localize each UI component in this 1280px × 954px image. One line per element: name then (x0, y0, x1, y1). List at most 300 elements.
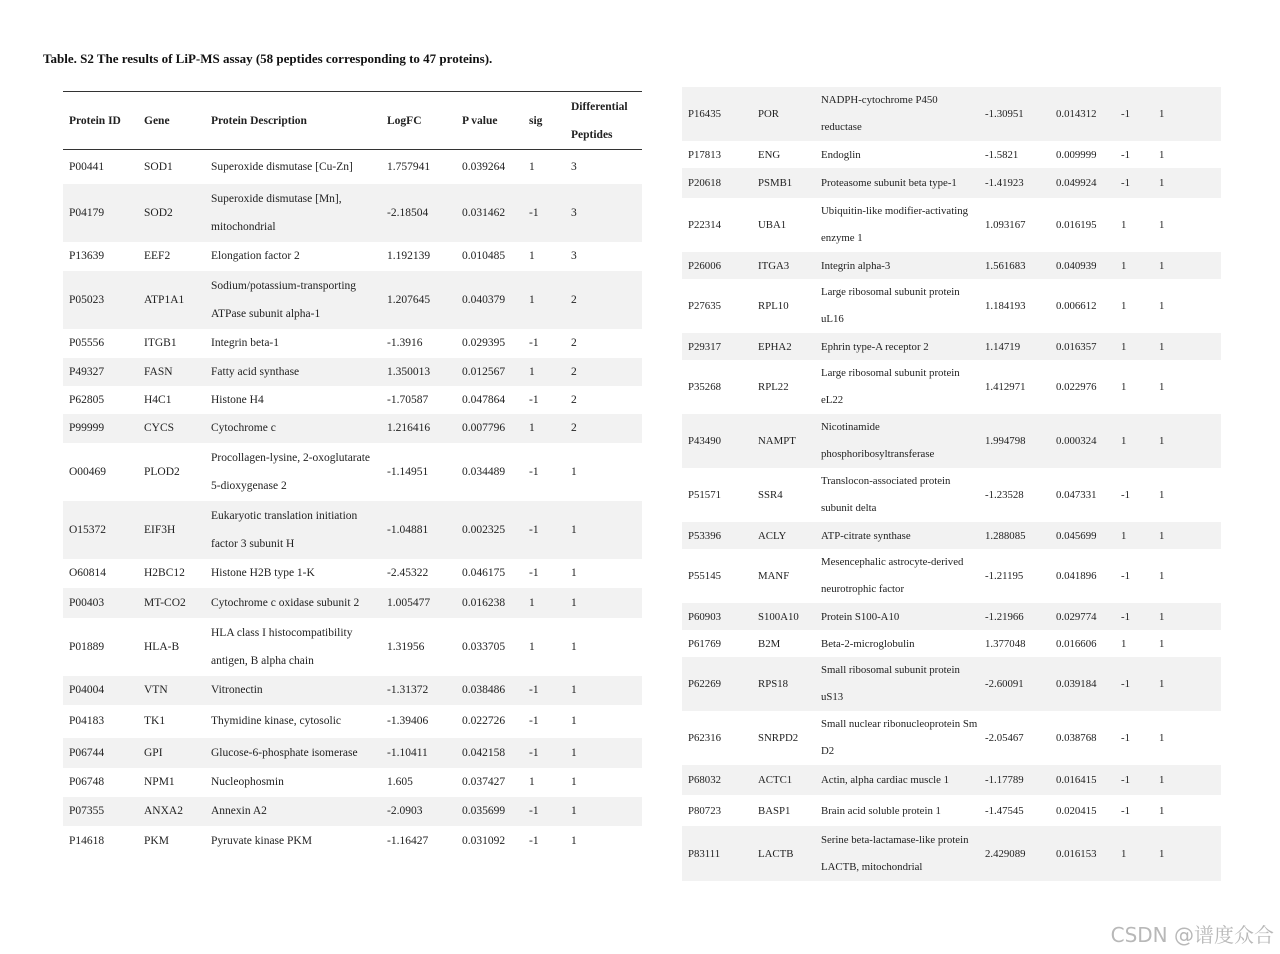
cell-differential-peptides: 1 (1153, 333, 1221, 360)
cell-protein-description: Large ribosomal subunit protein eL22 (821, 367, 960, 406)
cell-protein-id: P16435 (682, 87, 752, 141)
cell-protein-id: P01889 (69, 640, 105, 653)
cell-p-value: 0.046175 (462, 567, 506, 579)
cell-logfc: -2.45322 (387, 567, 429, 579)
cell-sig: -1 (1115, 168, 1153, 198)
cell-p-value: 0.031092 (462, 834, 506, 847)
table-row (682, 333, 1221, 360)
table-row (63, 414, 642, 443)
cell-protein-description: Sodium/potassium-transporting ATPase subunit alpha-1 (205, 271, 381, 329)
cell-logfc: 1.605 (387, 776, 413, 788)
table-row (682, 414, 1221, 468)
cell-protein-id: P04004 (63, 676, 138, 705)
cell-p-value: 0.012567 (456, 358, 523, 386)
cell-p-value: 0.038768 (1056, 732, 1097, 744)
cell-sig: -1 (529, 393, 539, 406)
cell-protein-id: O00469 (69, 465, 107, 478)
cell-differential-peptides: 1 (571, 640, 577, 653)
cell-differential-peptides: 1 (1159, 804, 1165, 817)
cell-logfc: -1.04881 (381, 501, 456, 559)
cell-differential-peptides: 3 (571, 250, 577, 262)
table-row (63, 768, 642, 797)
table-row (682, 360, 1221, 414)
results-table-left (63, 91, 642, 856)
cell-sig: -1 (529, 715, 539, 727)
cell-sig: -1 (1121, 489, 1130, 501)
cell-protein-description: Thymidine kinase, cytosolic (211, 715, 341, 727)
cell-p-value: 0.029774 (1050, 603, 1115, 630)
cell-p-value: 0.016238 (456, 588, 523, 618)
cell-p-value: 0.016357 (1050, 333, 1115, 360)
cell-logfc: -1.23528 (985, 489, 1024, 501)
header-p-value: P value (456, 92, 523, 150)
cell-protein-id: P43490 (682, 414, 752, 468)
cell-differential-peptides: 1 (1153, 168, 1221, 198)
cell-gene: POR (752, 87, 815, 141)
cell-sig: 1 (523, 271, 565, 329)
cell-gene: MT-CO2 (138, 588, 205, 618)
cell-sig: -1 (529, 465, 539, 478)
cell-gene: TK1 (144, 715, 166, 727)
cell-protein-id: P00441 (69, 160, 105, 173)
cell-protein-id: P83111 (682, 826, 752, 881)
cell-gene: RPS18 (752, 657, 815, 711)
cell-protein-id: P80723 (688, 804, 721, 817)
cell-sig: 1 (1121, 219, 1127, 231)
cell-gene: NAMPT (752, 414, 815, 468)
cell-p-value: 0.006612 (1056, 300, 1097, 312)
cell-sig: -1 (529, 567, 539, 579)
cell-p-value: 0.031462 (456, 184, 523, 242)
cell-sig: 1 (1115, 252, 1153, 279)
cell-sig: -1 (529, 337, 539, 349)
cell-differential-peptides: 1 (565, 588, 642, 618)
cell-protein-id: P00403 (63, 588, 138, 618)
cell-logfc: 1.994798 (979, 414, 1050, 468)
cell-protein-description: Superoxide dismutase [Mn], mitochondrial (205, 184, 381, 242)
cell-protein-id: P62316 (688, 732, 721, 744)
cell-differential-peptides: 1 (565, 501, 642, 559)
cell-logfc: -1.31372 (381, 676, 456, 705)
cell-protein-id: P35268 (688, 381, 721, 393)
table-row (682, 468, 1221, 522)
cell-logfc: -1.70587 (387, 393, 429, 406)
cell-protein-id: O15372 (63, 501, 138, 559)
table-row (63, 184, 642, 242)
table-row (63, 358, 642, 386)
cell-differential-peptides: 1 (1159, 489, 1165, 501)
cell-p-value: 0.020415 (1056, 804, 1097, 817)
cell-sig: -1 (523, 501, 565, 559)
cell-sig: 1 (529, 776, 535, 788)
cell-protein-description: Annexin A2 (205, 797, 381, 826)
cell-protein-id: P29317 (682, 333, 752, 360)
cell-protein-description: Large ribosomal subunit protein uL16 (821, 286, 960, 325)
cell-sig: 1 (529, 250, 535, 262)
cell-protein-id: P68032 (682, 765, 752, 795)
cell-protein-description: Mesencephalic astrocyte-derived neurotrophic factor (821, 556, 964, 595)
cell-p-value: 0.016606 (1056, 637, 1097, 650)
cell-gene: UBA1 (758, 219, 787, 231)
table-row (63, 242, 642, 271)
cell-protein-description: Fatty acid synthase (205, 358, 381, 386)
cell-protein-description: Elongation factor 2 (211, 250, 300, 262)
cell-protein-description: Histone H2B type 1-K (211, 567, 315, 579)
cell-p-value: 0.042158 (456, 738, 523, 768)
table-row (682, 141, 1221, 168)
cell-p-value: 0.000324 (1050, 414, 1115, 468)
table-row (682, 168, 1221, 198)
table-row (682, 279, 1221, 333)
cell-gene: RPL10 (758, 300, 789, 312)
cell-p-value: 0.035699 (456, 797, 523, 826)
table-row (63, 501, 642, 559)
cell-sig: 1 (523, 588, 565, 618)
cell-p-value: 0.002325 (456, 501, 523, 559)
cell-protein-id: P49327 (63, 358, 138, 386)
cell-logfc: 1.005477 (381, 588, 456, 618)
table-row (682, 522, 1221, 549)
cell-gene: LACTB (752, 826, 815, 881)
cell-differential-peptides: 2 (565, 414, 642, 443)
cell-logfc: -1.14951 (387, 465, 429, 478)
cell-protein-description: Integrin beta-1 (211, 337, 280, 349)
table-row (682, 549, 1221, 603)
cell-protein-description: Brain acid soluble protein 1 (821, 804, 941, 817)
cell-gene: EEF2 (144, 250, 171, 262)
table-row (682, 711, 1221, 765)
cell-differential-peptides: 1 (1153, 657, 1221, 711)
cell-differential-peptides: 1 (1159, 570, 1165, 582)
watermark: CSDN @谱度众合 (1110, 923, 1274, 947)
cell-differential-peptides: 1 (1159, 219, 1165, 231)
cell-differential-peptides: 3 (565, 184, 642, 242)
cell-gene: RPL22 (758, 381, 789, 393)
cell-differential-peptides: 1 (1159, 381, 1165, 393)
cell-protein-id: P05023 (63, 271, 138, 329)
cell-protein-description: Serine beta-lactamase-like protein LACTB, mitochondrial (815, 826, 979, 881)
cell-sig: -1 (1121, 570, 1130, 582)
cell-p-value: 0.041896 (1056, 570, 1097, 582)
cell-sig: 1 (1121, 300, 1127, 312)
cell-p-value: 0.022726 (462, 715, 506, 727)
cell-differential-peptides: 1 (1159, 300, 1165, 312)
table-row (63, 329, 642, 358)
table-row (682, 826, 1221, 881)
table-row (63, 386, 642, 414)
cell-protein-id: P06744 (63, 738, 138, 768)
cell-gene: VTN (138, 676, 205, 705)
cell-protein-description: Histone H4 (211, 393, 264, 406)
cell-protein-description: Procollagen-lysine, 2-oxoglutarate 5-dioxygenase 2 (211, 451, 371, 492)
table-row (63, 443, 642, 501)
cell-p-value: 0.016415 (1050, 765, 1115, 795)
cell-p-value: 0.040379 (456, 271, 523, 329)
cell-protein-id: P14618 (69, 834, 105, 847)
cell-gene: SOD1 (144, 160, 173, 173)
cell-differential-peptides: 1 (1153, 252, 1221, 279)
cell-protein-id: P62805 (69, 393, 105, 406)
cell-gene: EPHA2 (752, 333, 815, 360)
cell-logfc: -1.21195 (985, 570, 1024, 582)
cell-differential-peptides: 1 (1159, 637, 1165, 650)
cell-gene: B2M (758, 637, 781, 650)
cell-differential-peptides: 1 (565, 797, 642, 826)
cell-protein-description: Beta-2-microglobulin (821, 637, 915, 650)
cell-logfc: 2.429089 (979, 826, 1050, 881)
cell-protein-description: Cytochrome c oxidase subunit 2 (205, 588, 381, 618)
cell-differential-peptides: 1 (1153, 603, 1221, 630)
cell-gene: ENG (758, 148, 781, 161)
cell-sig: -1 (523, 738, 565, 768)
cell-logfc: 1.377048 (985, 637, 1026, 650)
cell-logfc: 1.14719 (979, 333, 1050, 360)
cell-protein-description: Integrin alpha-3 (815, 252, 979, 279)
cell-protein-id: P17813 (688, 148, 721, 161)
cell-p-value: 0.039264 (462, 160, 506, 173)
header-differential-peptides: Differential Peptides (565, 92, 642, 150)
cell-protein-description: Actin, alpha cardiac muscle 1 (815, 765, 979, 795)
cell-p-value: 0.029395 (462, 337, 506, 349)
cell-gene: ACLY (752, 522, 815, 549)
cell-logfc: 1.288085 (979, 522, 1050, 549)
cell-p-value: 0.010485 (462, 250, 506, 262)
cell-differential-peptides: 1 (1153, 414, 1221, 468)
cell-gene: SSR4 (758, 489, 783, 501)
cell-sig: -1 (1115, 87, 1153, 141)
cell-sig: -1 (529, 834, 539, 847)
cell-logfc: -1.5821 (985, 148, 1019, 161)
cell-differential-peptides: 1 (565, 738, 642, 768)
cell-differential-peptides: 1 (1153, 522, 1221, 549)
cell-p-value: 0.022976 (1056, 381, 1097, 393)
cell-logfc: -1.47545 (985, 804, 1024, 817)
cell-gene: MANF (758, 570, 790, 582)
cell-sig: 1 (529, 640, 535, 653)
cell-differential-peptides: 1 (1159, 732, 1165, 744)
cell-protein-id: P26006 (682, 252, 752, 279)
cell-logfc: -1.39406 (387, 715, 429, 727)
table-row (682, 252, 1221, 279)
cell-logfc: -1.16427 (387, 834, 429, 847)
results-table-right (682, 87, 1221, 881)
cell-differential-peptides: 1 (1153, 826, 1221, 881)
cell-differential-peptides: 2 (565, 271, 642, 329)
cell-protein-id: P20618 (682, 168, 752, 198)
cell-gene: CYCS (138, 414, 205, 443)
cell-protein-description: Small ribosomal subunit protein uS13 (815, 657, 979, 711)
cell-logfc: -1.10411 (381, 738, 456, 768)
cell-logfc: -1.17789 (979, 765, 1050, 795)
cell-sig: -1 (523, 797, 565, 826)
table-row (682, 765, 1221, 795)
cell-p-value: 0.014312 (1050, 87, 1115, 141)
cell-differential-peptides: 1 (571, 715, 577, 727)
cell-p-value: 0.049924 (1050, 168, 1115, 198)
table-row (63, 271, 642, 329)
cell-protein-description: ATP-citrate synthase (815, 522, 979, 549)
table-row (63, 676, 642, 705)
table-row (63, 738, 642, 768)
cell-sig: -1 (1115, 657, 1153, 711)
cell-sig: 1 (1115, 414, 1153, 468)
cell-gene: BASP1 (758, 804, 791, 817)
cell-p-value: 0.045699 (1050, 522, 1115, 549)
cell-p-value: 0.038486 (456, 676, 523, 705)
cell-sig: -1 (523, 184, 565, 242)
cell-protein-id: O60814 (69, 567, 107, 579)
cell-logfc: 1.093167 (985, 219, 1026, 231)
cell-logfc: 1.192139 (387, 250, 431, 262)
cell-protein-id: P53396 (682, 522, 752, 549)
cell-protein-description: Nicotinamide phosphoribosyltransferase (815, 414, 979, 468)
cell-p-value: 0.047864 (462, 393, 506, 406)
cell-protein-id: P99999 (63, 414, 138, 443)
cell-differential-peptides: 1 (1153, 765, 1221, 795)
cell-gene: H4C1 (144, 393, 172, 406)
cell-sig: 1 (523, 358, 565, 386)
cell-p-value: 0.009999 (1056, 148, 1097, 161)
cell-sig: 1 (523, 414, 565, 443)
table-row (63, 618, 642, 676)
cell-differential-peptides: 1 (571, 834, 577, 847)
cell-gene: EIF3H (138, 501, 205, 559)
cell-logfc: 1.216416 (381, 414, 456, 443)
cell-protein-description: Vitronectin (205, 676, 381, 705)
cell-protein-id: P06748 (69, 776, 105, 788)
cell-differential-peptides: 2 (571, 337, 577, 349)
cell-logfc: 1.412971 (985, 381, 1026, 393)
cell-differential-peptides: 1 (1159, 148, 1165, 161)
cell-gene: H2BC12 (144, 567, 185, 579)
cell-p-value: 0.047331 (1056, 489, 1097, 501)
cell-logfc: -1.41923 (979, 168, 1050, 198)
cell-sig: -1 (1115, 603, 1153, 630)
table-row (63, 559, 642, 588)
cell-gene: NPM1 (144, 776, 175, 788)
cell-logfc: -1.21966 (979, 603, 1050, 630)
cell-protein-id: P60903 (682, 603, 752, 630)
cell-gene: ANXA2 (138, 797, 205, 826)
cell-protein-id: P55145 (688, 570, 721, 582)
cell-logfc: 1.184193 (985, 300, 1026, 312)
cell-differential-peptides: 3 (571, 160, 577, 173)
table-row (63, 797, 642, 826)
table-row (682, 87, 1221, 141)
cell-gene: S100A10 (752, 603, 815, 630)
cell-p-value: 0.016153 (1050, 826, 1115, 881)
header-gene: Gene (138, 92, 205, 150)
cell-gene: ATP1A1 (138, 271, 205, 329)
cell-gene: FASN (138, 358, 205, 386)
cell-differential-peptides: 1 (565, 676, 642, 705)
cell-gene: GPI (138, 738, 205, 768)
cell-sig: 1 (1115, 826, 1153, 881)
cell-protein-id: P07355 (63, 797, 138, 826)
cell-p-value: 0.033705 (462, 640, 506, 653)
cell-protein-description: Glucose-6-phosphate isomerase (205, 738, 381, 768)
cell-p-value: 0.039184 (1050, 657, 1115, 711)
cell-sig: -1 (1121, 732, 1130, 744)
cell-protein-description: Translocon-associated protein subunit delta (821, 475, 951, 514)
cell-logfc: -2.05467 (985, 732, 1024, 744)
cell-p-value: 0.037427 (462, 776, 506, 788)
cell-sig: 1 (1115, 522, 1153, 549)
header-protein-description: Protein Description (205, 92, 381, 150)
cell-sig: -1 (1121, 148, 1130, 161)
cell-protein-id: P05556 (69, 337, 105, 349)
cell-differential-peptides: 1 (571, 465, 577, 478)
table-row (682, 795, 1221, 826)
cell-sig: -1 (1115, 765, 1153, 795)
cell-logfc: 1.31956 (387, 640, 425, 653)
cell-differential-peptides: 1 (571, 567, 577, 579)
cell-gene: ACTC1 (752, 765, 815, 795)
table-row (63, 150, 642, 184)
header-sig: sig (523, 92, 565, 150)
cell-gene: SOD2 (138, 184, 205, 242)
table-row (682, 657, 1221, 711)
table-row (682, 198, 1221, 252)
table-row (63, 588, 642, 618)
header-logfc: LogFC (381, 92, 456, 150)
cell-sig: 1 (1121, 381, 1127, 393)
cell-protein-description: NADPH-cytochrome P450 reductase (815, 87, 979, 141)
cell-protein-id: P61769 (688, 637, 721, 650)
cell-p-value: 0.016195 (1056, 219, 1097, 231)
cell-logfc: 1.757941 (387, 160, 431, 173)
cell-logfc: 1.350013 (381, 358, 456, 386)
table-row (682, 603, 1221, 630)
cell-p-value: 0.040939 (1050, 252, 1115, 279)
cell-logfc: -2.18504 (381, 184, 456, 242)
cell-logfc: 1.561683 (979, 252, 1050, 279)
cell-protein-id: P22314 (688, 219, 721, 231)
cell-gene: SNRPD2 (758, 732, 799, 744)
cell-differential-peptides: 1 (571, 776, 577, 788)
header-protein-id: Protein ID (63, 92, 138, 150)
cell-differential-peptides: 2 (571, 393, 577, 406)
table-row (63, 826, 642, 856)
cell-gene: PKM (144, 834, 169, 847)
table-title: Table. S2 The results of LiP-MS assay (58 peptides corresponding to 47 proteins). (43, 51, 493, 66)
table-row (682, 630, 1221, 657)
cell-gene: PSMB1 (752, 168, 815, 198)
cell-sig: 1 (1115, 333, 1153, 360)
table-row (63, 705, 642, 738)
cell-differential-peptides: 2 (565, 358, 642, 386)
cell-protein-description: Small nuclear ribonucleoprotein Sm D2 (821, 718, 978, 757)
cell-protein-description: Protein S100-A10 (815, 603, 979, 630)
cell-sig: -1 (1121, 804, 1130, 817)
cell-logfc: -1.30951 (979, 87, 1050, 141)
cell-gene: HLA-B (144, 640, 180, 653)
cell-protein-description: Pyruvate kinase PKM (211, 834, 312, 847)
cell-differential-peptides: 1 (1153, 87, 1221, 141)
cell-p-value: 0.034489 (462, 465, 506, 478)
cell-protein-id: P51571 (688, 489, 721, 501)
cell-protein-id: P62269 (682, 657, 752, 711)
cell-sig: 1 (529, 160, 535, 173)
cell-protein-id: P27635 (688, 300, 721, 312)
cell-protein-description: Proteasome subunit beta type-1 (815, 168, 979, 198)
cell-logfc: -2.60091 (979, 657, 1050, 711)
cell-protein-description: Endoglin (821, 148, 861, 161)
cell-sig: -1 (523, 676, 565, 705)
cell-gene: ITGB1 (144, 337, 177, 349)
table-header-row (63, 92, 642, 150)
cell-protein-id: P04183 (69, 715, 105, 727)
